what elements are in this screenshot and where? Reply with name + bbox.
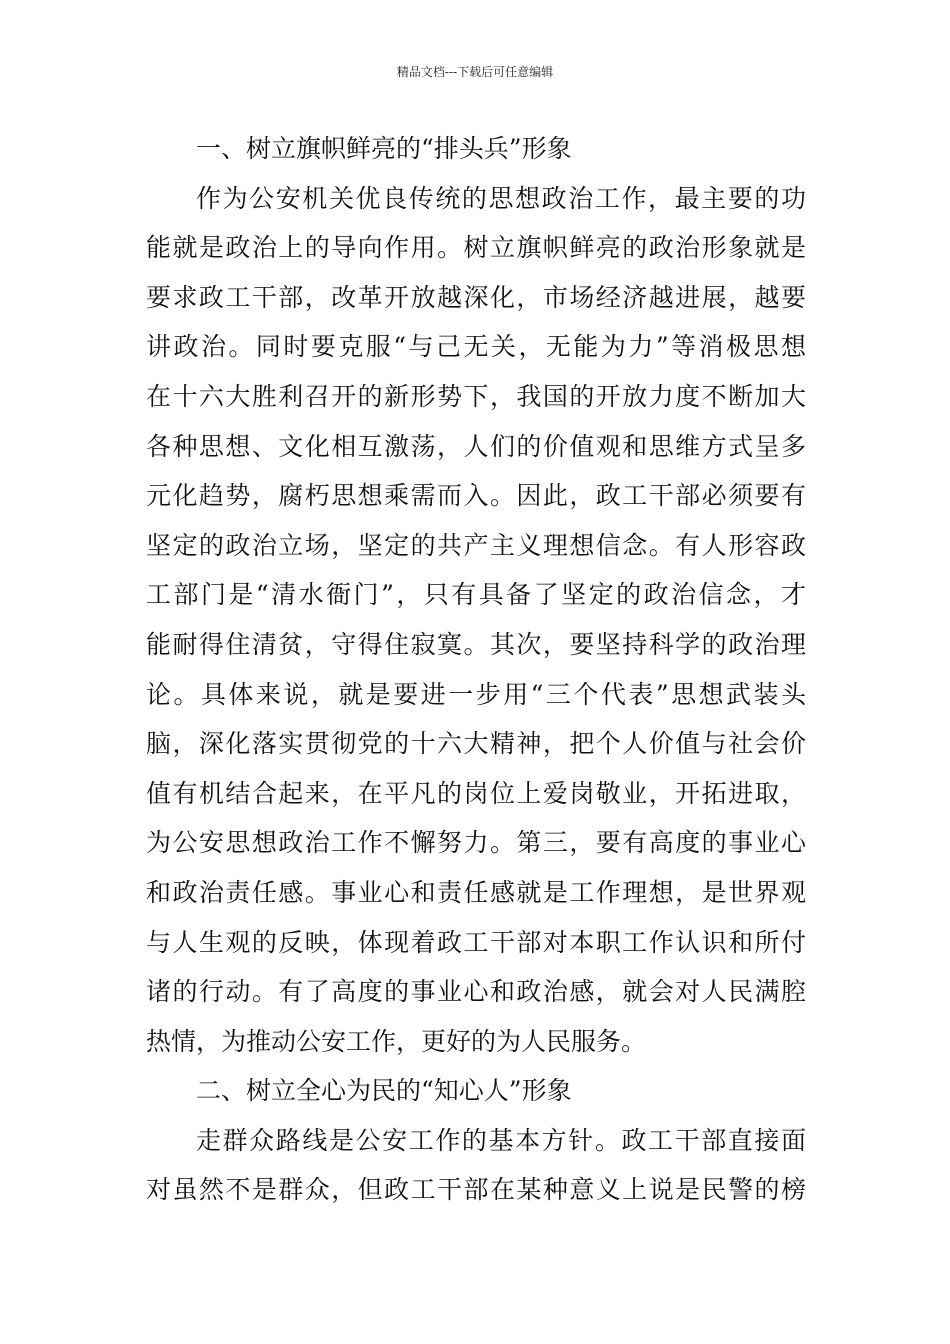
document-body bbox=[146, 124, 806, 1215]
text-line: 要求政工干部，改革开放越深化，市场经济越进展，越要 bbox=[146, 282, 806, 312]
section-heading bbox=[146, 124, 806, 174]
heading-text: 一、树立旗帜鲜亮的“排头兵”形象 bbox=[196, 134, 572, 163]
text-line: 走群众路线是公安工作的基本方针。政工干部直接面 bbox=[196, 1125, 806, 1155]
text-line: 元化趋势，腐朽思想乘需而入。因此，政工干部必须要有 bbox=[146, 481, 806, 511]
text-line: 对虽然不是群众，但政工干部在某种意义上说是民警的榜 bbox=[146, 1175, 806, 1205]
text-line: 坚定的政治立场，坚定的共产主义理想信念。有人形容政 bbox=[146, 530, 806, 560]
text-line: 能就是政治上的导向作用。树立旗帜鲜亮的政治形象就是 bbox=[146, 233, 806, 263]
text-line: 诸的行动。有了高度的事业心和政治感，就会对人民满腔 bbox=[146, 977, 806, 1007]
text-line: 工部门是“清水衙门”，只有具备了坚定的政治信念，才 bbox=[146, 580, 806, 610]
text-line: 热情，为推动公安工作，更好的为人民服务。 bbox=[146, 1026, 647, 1056]
text-line: 值有机结合起来，在平凡的岗位上爱岗敬业，开拓进取， bbox=[146, 778, 806, 808]
text-line: 论。具体来说，就是要进一步用“三个代表”思想武装头 bbox=[146, 679, 806, 709]
text-line: 在十六大胜利召开的新形势下，我国的开放力度不断加大 bbox=[146, 381, 806, 411]
page-header: 精品文档---下载后可任意编辑 bbox=[396, 65, 554, 79]
text-line: 与人生观的反映，体现着政工干部对本职工作认识和所付 bbox=[146, 927, 806, 957]
text-line: 脑，深化落实贯彻党的十六大精神，把个人价值与社会价 bbox=[146, 729, 806, 759]
text-line: 各种思想、文化相互激荡，人们的价值观和思维方式呈多 bbox=[146, 431, 806, 461]
heading-text: 二、树立全心为民的“知心人”形象 bbox=[196, 1076, 572, 1106]
text-line: 为公安思想政治工作不懈努力。第三，要有高度的事业心 bbox=[146, 828, 806, 858]
body-paragraph bbox=[146, 1116, 806, 1215]
text-line: 能耐得住清贫，守得住寂寞。其次，要坚持科学的政治理 bbox=[146, 629, 806, 659]
text-line: 讲政治。同时要克服“与己无关，无能为力”等消极思想 bbox=[146, 332, 806, 362]
body-paragraph bbox=[146, 174, 806, 1067]
text-line: 和政治责任感。事业心和责任感就是工作理想，是世界观 bbox=[146, 877, 806, 907]
text-line: 作为公安机关优良传统的思想政治工作，最主要的功 bbox=[196, 183, 806, 213]
section-heading bbox=[146, 1066, 806, 1116]
